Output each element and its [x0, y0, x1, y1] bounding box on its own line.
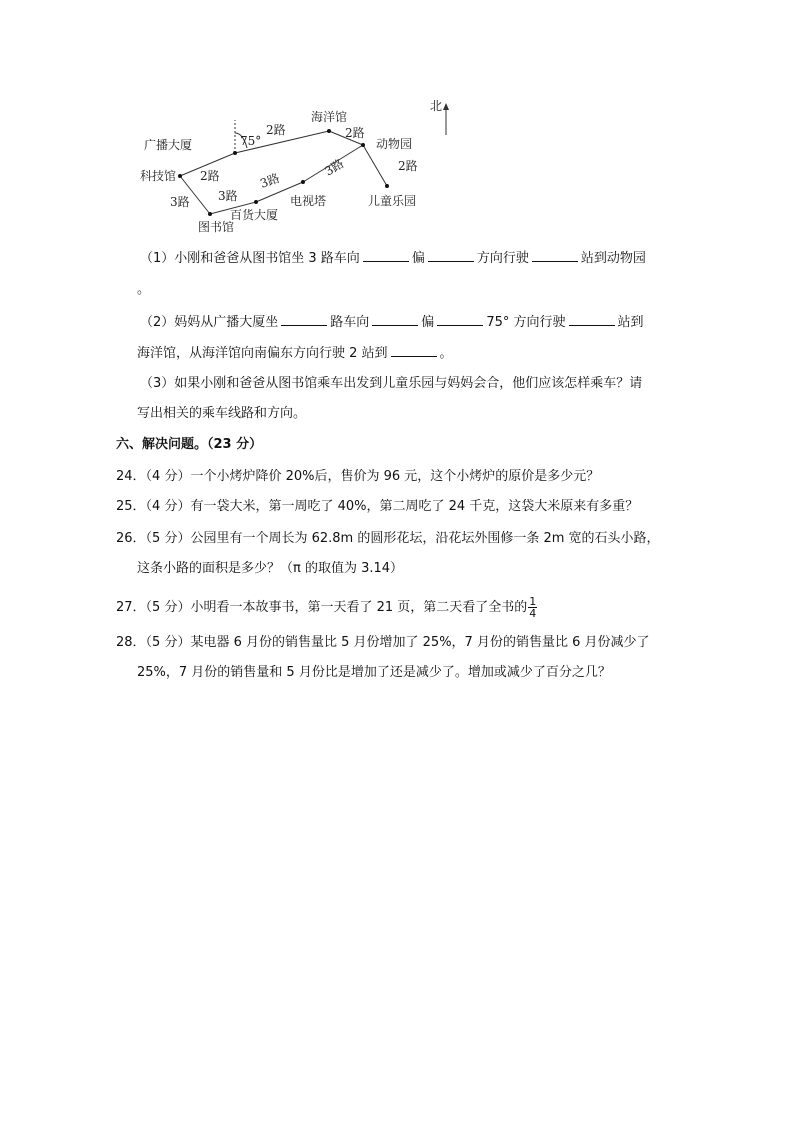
angle-label: 75° [240, 134, 262, 148]
problem-27: 27．（5 分）小明看一本故事书，第一天看了 21 页，第二天看了全书的 $\frac{1}{4}$ [116, 595, 537, 620]
dot-keji [178, 174, 182, 178]
bus-route-map [130, 95, 460, 235]
question-part-2-cont: 海洋馆，从海洋馆向南偏东方向行驶 2 站到 。 [137, 346, 453, 361]
section-heading: 六、解决问题。（23 分） [116, 437, 263, 452]
route-label-2-haiyang: 2路 [345, 126, 365, 140]
route-label-2-dongwu: 2路 [398, 159, 418, 173]
dot-tushu [208, 212, 212, 216]
dot-ertong [385, 184, 389, 188]
route-label-3-tushu: 3路 [218, 189, 238, 203]
dot-guangbo [233, 151, 237, 155]
station-tushu: 图书馆 [198, 220, 235, 234]
north-label: 北 [430, 99, 443, 113]
dot-dongwu [361, 143, 365, 147]
route-label-3-baihuo: 3路 [258, 170, 282, 191]
station-baihuo: 百货大厦 [230, 208, 279, 222]
problem-28: 28．（5 分）某电器 6 月份的销售量比 5 月份增加了 25%，7 月份的销售量比 6 月份减少了 [116, 635, 650, 650]
problem-26-cont: 这条小路的面积是多少？（π 的取值为 3.14） [137, 561, 404, 576]
answer-blank-8[interactable] [391, 344, 437, 357]
station-haiyang: 海洋馆 [311, 110, 348, 124]
question-part-2: （2）妈妈从广播大厦坐 路车向 偏 75° 方向行驶 站到 [140, 315, 644, 330]
question-part-3: （3）如果小刚和爸爸从图书馆乘车出发到儿童乐园与妈妈会合，他们应该怎样乘车？请 [140, 376, 643, 391]
north-arrow-icon [443, 103, 449, 110]
answer-blank-4[interactable] [281, 313, 327, 326]
answer-blank-2[interactable] [428, 249, 474, 262]
route-label-3-keji: 3路 [170, 195, 190, 209]
answer-blank-1[interactable] [363, 249, 409, 262]
station-guangbo: 广播大厦 [144, 138, 193, 152]
question-part-1-end: 。 [137, 282, 151, 297]
problem-28-cont: 25%，7 月份的销售量和 5 月份比是增加了还是减少了。增加或减少了百分之几？ [137, 665, 611, 680]
question-part-3-cont: 写出相关的乘车线路和方向。 [137, 406, 307, 421]
problem-26: 26．（5 分）公园里有一个周长为 62.8m 的圆形花坛，沿花坛外围修一条 2m 宽的石头小路， [116, 531, 660, 546]
route-label-2-keji: 2路 [200, 169, 220, 183]
question-part-1: （1）小刚和爸爸从图书馆坐 3 路车向 偏 方向行驶 站到动物园 [140, 251, 646, 266]
answer-blank-6[interactable] [437, 313, 483, 326]
dot-dianshi [301, 180, 305, 184]
route-label-3-dianshi: 3路 [322, 156, 347, 179]
station-dongwu: 动物园 [376, 137, 413, 151]
dot-haiyang [327, 129, 331, 133]
station-dianshi: 电视塔 [290, 194, 327, 208]
station-ertong: 儿童乐园 [368, 194, 417, 208]
fraction-one-quarter: $\frac{1}{4}$ [529, 595, 537, 620]
route-dongwu-ertong [363, 145, 387, 186]
dot-baihuo [254, 200, 258, 204]
problem-25: 25．（4 分）有一袋大米，第一周吃了 40%，第二周吃了 24 千克，这袋大米原来有多重？ [116, 499, 639, 514]
station-keji: 科技馆 [140, 169, 177, 183]
answer-blank-7[interactable] [569, 313, 615, 326]
route-label-2-top: 2路 [266, 123, 286, 137]
problem-24: 24．（4 分）一个小烤炉降价 20%后，售价为 96 元，这个小烤炉的原价是多少元？ [116, 469, 600, 484]
answer-blank-3[interactable] [532, 249, 578, 262]
route-map-svg [130, 95, 460, 235]
answer-blank-5[interactable] [372, 313, 418, 326]
